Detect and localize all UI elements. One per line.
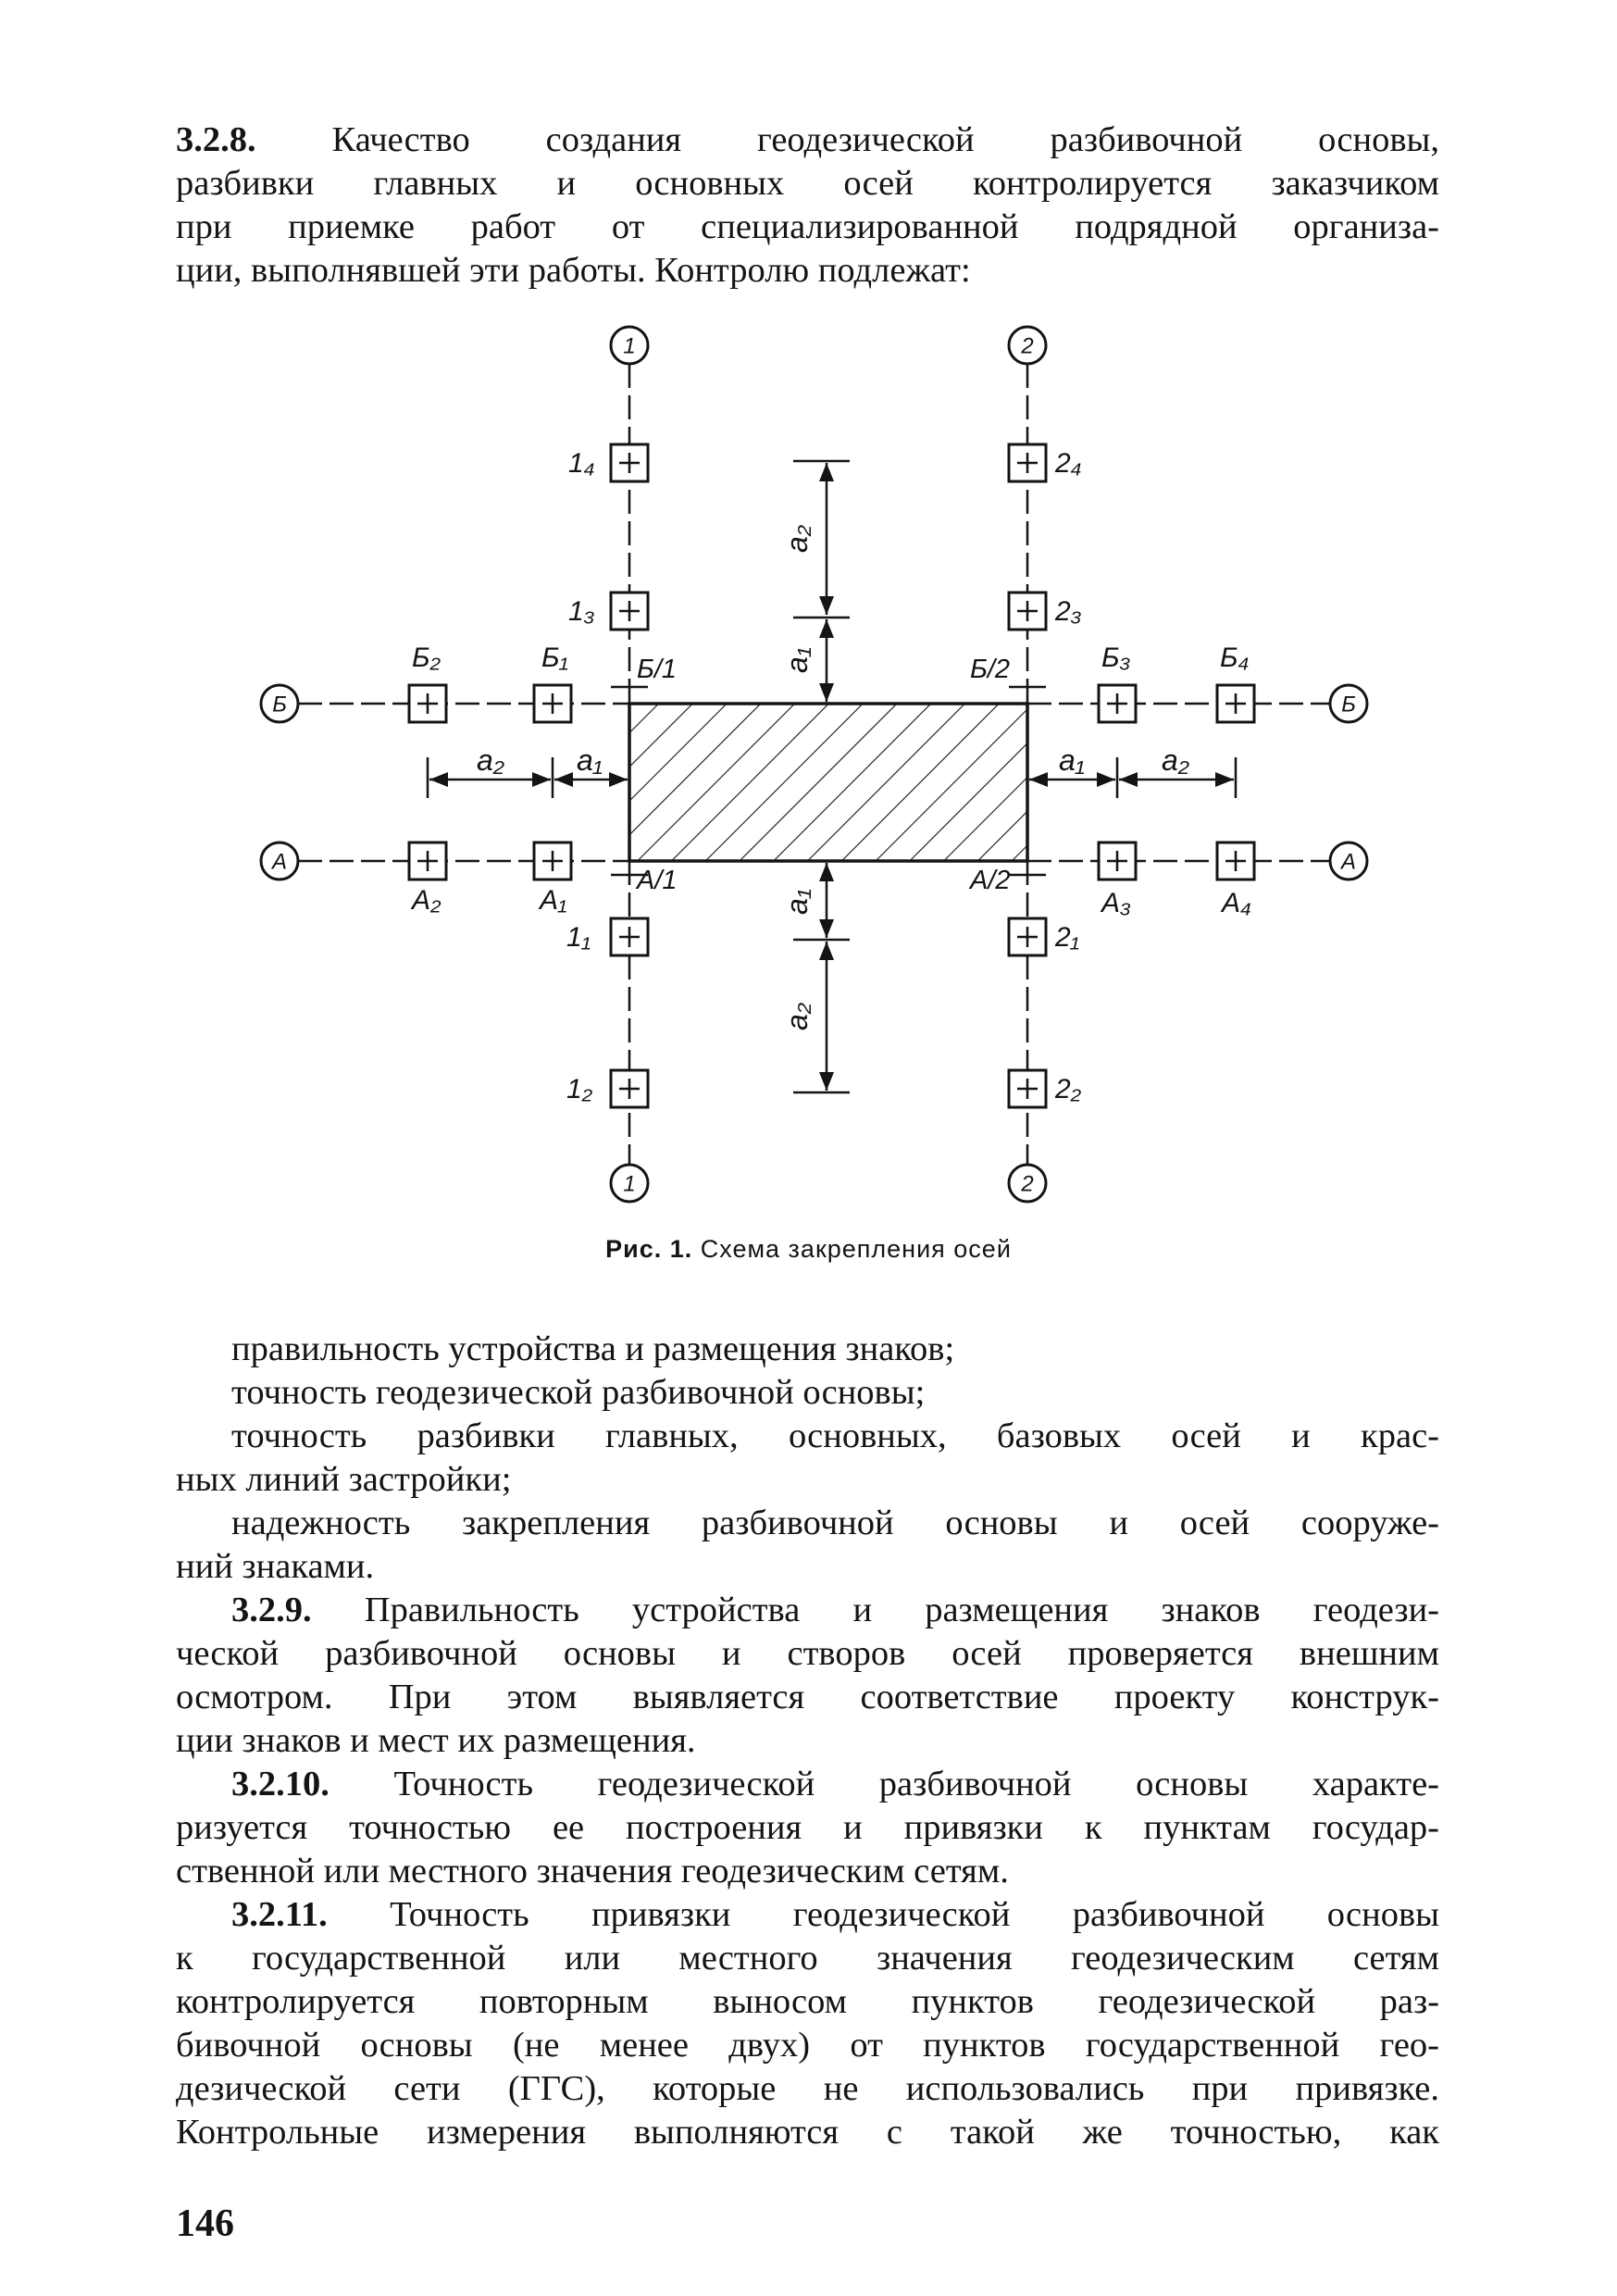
corner-b2: Б/2 — [970, 655, 1011, 684]
mark-2-2 — [1009, 1070, 1046, 1107]
label-a-3: А₃ — [1101, 888, 1131, 918]
mark-2-1 — [1009, 918, 1046, 955]
text-line: Контрольные измерения выполняются с такой же точностью, как — [176, 2113, 1439, 2152]
list-item-continuation: ных линий застройки; — [176, 1460, 512, 1499]
text-line: 3.2.8. Качество создания геодезической разбивочной основы, — [176, 120, 1439, 159]
list-item: точность разбивки главных, основных, базовых осей и крас- — [231, 1416, 1439, 1455]
mark-a-3 — [1099, 842, 1136, 880]
list-item: точность геодезической разбивочной основы; — [231, 1373, 926, 1412]
text-line: 3.2.9. Правильность устройства и размещения знаков геодези- — [231, 1591, 1439, 1629]
mark-b-3 — [1099, 685, 1136, 722]
text-line: ческой разбивочной основы и створов осей проверяется внешним — [176, 1634, 1439, 1673]
mark-1-3 — [611, 593, 648, 630]
figure-caption — [0, 1235, 1617, 1264]
paragraph-3-2-10 — [176, 1763, 1439, 1893]
text-line: 3.2.11. Точность привязки геодезической разбивочной основы — [231, 1895, 1439, 1934]
paragraph-3-2-11 — [176, 1893, 1439, 2154]
text-line: ственной или местного значения геодезическим сетям. — [176, 1852, 1009, 1890]
clause-number: 3.2.11. — [231, 1895, 328, 1934]
clause-number: 3.2.8. — [176, 120, 256, 159]
axis-1-top-label: 1 — [623, 333, 636, 359]
list-item: надежность закрепления разбивочной основы и осей сооруже- — [231, 1504, 1439, 1542]
mark-2-3 — [1009, 593, 1046, 630]
label-1-4: 1₄ — [568, 448, 595, 479]
label-b-3: Б₃ — [1101, 643, 1131, 673]
list-item-continuation: ний знаками. — [176, 1547, 375, 1586]
label-1-2: 1₂ — [566, 1074, 593, 1104]
label-2-4: 2₄ — [1055, 448, 1082, 479]
label-1-3: 1₃ — [568, 596, 595, 627]
corner-a1: А/1 — [637, 866, 678, 895]
text-line: контролируется повторным выносом пунктов геодезической раз- — [176, 1982, 1439, 2021]
list-item: правильность устройства и размещения знаков; — [231, 1329, 955, 1368]
label-b-1: Б₁ — [541, 643, 568, 673]
dim-a1-left: a₁ — [577, 743, 603, 777]
label-b-2: Б₂ — [412, 643, 441, 673]
axis-2-bottom-label: 2 — [1021, 1171, 1034, 1197]
label-2-3: 2₃ — [1055, 596, 1082, 627]
text-line: бивочной основы (не менее двух) от пунктов государственной гео- — [176, 2026, 1439, 2065]
paragraph-3-2-9 — [176, 1589, 1439, 1763]
text-line: ции знаков и мест их размещения. — [176, 1721, 696, 1760]
mark-b-2 — [409, 685, 446, 722]
mark-1-1 — [611, 918, 648, 955]
corner-b1: Б/1 — [637, 655, 678, 684]
control-items-list — [176, 1328, 1439, 1589]
mark-2-4 — [1009, 444, 1046, 481]
dim-a2-bottom: a₂ — [780, 1003, 814, 1030]
mark-a-1 — [534, 842, 571, 880]
building-outline — [629, 704, 1027, 861]
page-number: 146 — [176, 2202, 234, 2245]
label-2-1: 2₁ — [1055, 922, 1080, 953]
axis-2-top-label: 2 — [1021, 333, 1034, 359]
axis-b-left-label: Б — [272, 692, 287, 718]
dim-a1-bottom: a₁ — [780, 889, 814, 915]
axis-a-right-label: А — [1340, 849, 1357, 875]
corner-a2: А/2 — [970, 866, 1011, 895]
dim-a2-left: a₂ — [477, 743, 504, 777]
dim-a2-right: a₂ — [1162, 743, 1189, 777]
axis-1-bottom-label: 1 — [623, 1171, 636, 1197]
clause-number: 3.2.10. — [231, 1765, 330, 1803]
label-1-1: 1₁ — [566, 922, 591, 953]
label-a-4: А₄ — [1222, 888, 1252, 918]
label-2-2: 2₂ — [1055, 1074, 1082, 1104]
mark-a-4 — [1217, 842, 1254, 880]
axis-a-left-label: А — [271, 849, 288, 875]
dim-a2-top: a₂ — [780, 525, 814, 553]
mark-b-1 — [534, 685, 571, 722]
label-b-4: Б₄ — [1220, 643, 1250, 673]
mark-b-4 — [1217, 685, 1254, 722]
label-a-1: А₁ — [540, 885, 567, 916]
mark-a-2 — [409, 842, 446, 880]
text-line: при приемке работ от специализированной подрядной организа- — [176, 207, 1439, 246]
clause-number: 3.2.9. — [231, 1591, 312, 1629]
text-line: дезической сети (ГГС), которые не использовались при привязке. — [176, 2069, 1439, 2108]
text-line: 3.2.10. Точность геодезической разбивочной основы характе- — [231, 1765, 1439, 1803]
caption-text: Схема закрепления осей — [692, 1235, 1012, 1263]
caption-prefix: Рис. 1. — [605, 1235, 693, 1263]
text-line: к государственной или местного значения геодезическим сетям — [176, 1939, 1439, 1978]
text-line: разбивки главных и основных осей контролируется заказчиком — [176, 164, 1439, 203]
dim-a1-top: a₁ — [780, 647, 814, 673]
mark-1-2 — [611, 1070, 648, 1107]
axis-b-right-label: Б — [1341, 692, 1356, 718]
text-line: ции, выполнявшей эти работы. Контролю подлежат: — [176, 251, 971, 290]
dim-a1-right: a₁ — [1059, 743, 1085, 777]
label-a-2: А₂ — [412, 885, 442, 916]
mark-1-4 — [611, 444, 648, 481]
text-line: осмотром. При этом выявляется соответствие проекту конструк- — [176, 1678, 1439, 1716]
text-line: ризуется точностью ее построения и привязки к пунктам государ- — [176, 1808, 1439, 1847]
